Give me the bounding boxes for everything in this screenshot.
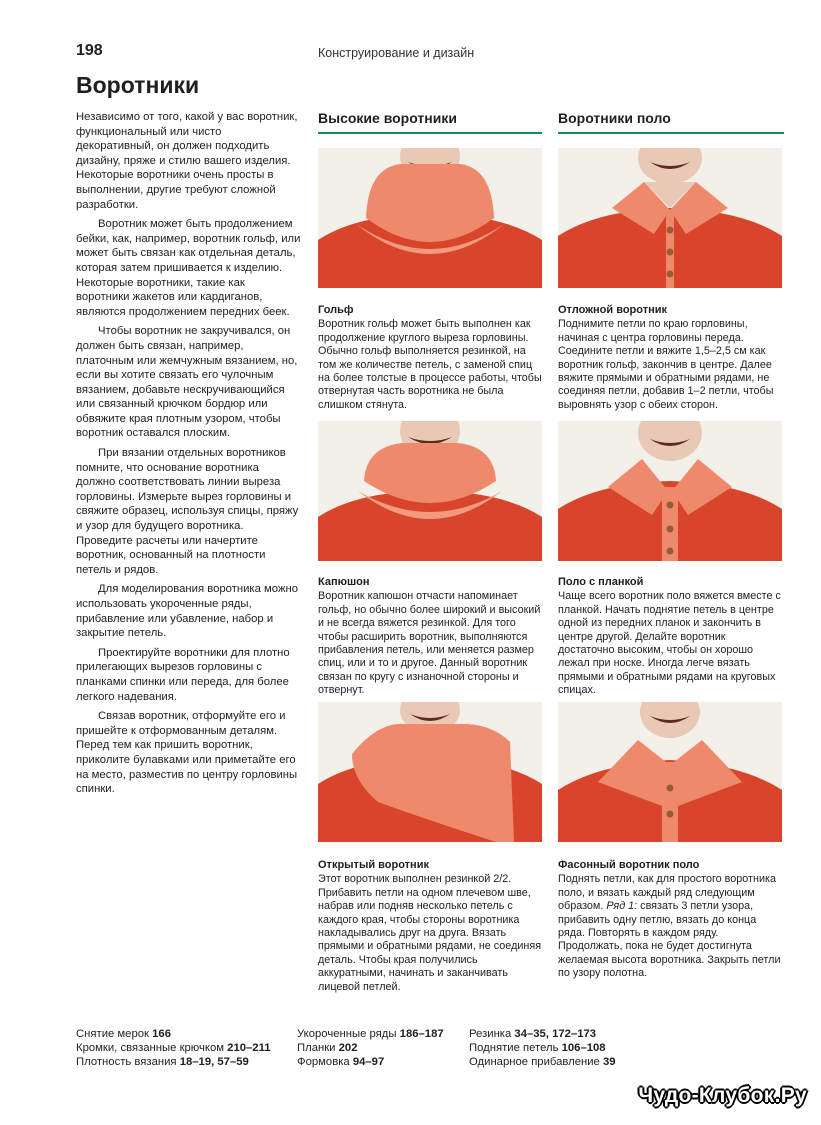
- caption-text: Чаще всего воротник поло вяжется вместе с планкой. Начать поднятие петель в центре одной из передних планок и закончить в центре другой. Делайте воротник достаточно высоким, чтобы он хорошо лежал при носке. Иногда легче вязать прямыми и обратными рядами на круговых спицах.: [558, 590, 781, 697]
- caption-title: Поло с планкой: [558, 576, 644, 588]
- column-heading-high-collars: Высокие воротники: [318, 110, 542, 134]
- caption-title: Гольф: [318, 304, 354, 316]
- caption-text-part: связать 3 петли узора, прибавить одну петлю, вязать до конца ряда. Повторять в каждом ряду. Продолжать, пока не будет достигнута желаемая высота воротника. Закрыть петли по узору полотна.: [558, 900, 781, 980]
- page-title: Воротники: [76, 72, 200, 98]
- column-heading-polo-collars: Воротники поло: [558, 110, 784, 134]
- caption-text: Воротник гольф может быть выполнен как продолжение круглого выреза горловины. Обычно гольф выполняется резинкой, на том же количестве петель, с заменой спиц на более толстые в процессе работы, чтобы отвернутая часть воротника не была слишком стянута.: [318, 318, 542, 411]
- intro-paragraph: Проектируйте воротники для плотно прилегающих вырезов горловины с планками спинки или переда, для более легкого надевания.: [76, 646, 290, 703]
- site-watermark: Чудо-Клубок.Ру: [638, 1084, 807, 1107]
- intro-paragraph: Для моделирования воротника можно использовать укороченные ряды, прибавление или убавление, набор и закрытие петель.: [76, 583, 299, 640]
- running-head: Конструирование и дизайн: [318, 46, 475, 60]
- caption-text: Этот воротник выполнен резинкой 2/2. Прибавить петли на одном плечевом шве, набрав или подняв несколько петель с каждого края, чтобы стороны воротника накладывались друг на друга. Вязать прямыми и обратными рядами, не соединяя деталь. Чтобы края получились аккуратными, начинать и заканчивать лицевой петлей.: [318, 873, 542, 993]
- photo-golf-collar: [318, 148, 542, 288]
- cross-reference: Формовка 94–97: [297, 1055, 385, 1068]
- cross-reference: Снятие мерок 166: [76, 1028, 171, 1040]
- caption-hood: [318, 576, 544, 698]
- photo-turndown-collar: [558, 148, 782, 288]
- caption-shaped-polo: [558, 859, 784, 981]
- caption-text: Поднимите петли по краю горловины, начиная с центра горловины переда. Соедините петли и вяжите 1,5–2,5 см как воротник гольф, закончив в центре. Далее вяжите прямыми и обратными рядами, не соединяя петли, добавив 1–2 петли, чтобы выровнять узор с обеих сторон.: [558, 318, 774, 411]
- caption-text-part: Поднять петли, как для простого воротника поло, и вязать каждый ряд следующим образом.: [558, 873, 776, 913]
- caption-placket-polo: [558, 576, 784, 698]
- photo-shaped-polo-collar: [558, 702, 782, 842]
- intro-paragraph: Связав воротник, отформуйте его и пришейте к отформованным деталям. Перед тем как пришить воротник, приколите булавками или приметайте его на место, разместив по центру горловины спинки.: [76, 710, 298, 796]
- caption-text: Воротник капюшон отчасти напоминает гольф, но обычно более широкий и высокий и не всегда вяжется резинкой. Для того чтобы расширить воротник, выполняются прибавления петель, или меняется размер спиц, или и то и другое. Данный воротник связан по кругу с изнаночной стороны и отвернут.: [318, 590, 541, 697]
- caption-turndown-collar: [558, 304, 784, 412]
- photo-placket-polo-collar: [558, 421, 782, 561]
- cross-reference: Плотность вязания 18–19, 57–59: [76, 1055, 249, 1068]
- intro-paragraph: Воротник может быть продолжением бейки, как, например, воротник гольф, или может быть связан как отдельная деталь, которая затем пришивается к изделию. Некоторые воротники, такие как воротники жакетов или кардиганов, являются продолжением передних беек.: [76, 218, 301, 318]
- caption-title: Фасонный воротник поло: [558, 859, 700, 871]
- caption-open-collar: [318, 859, 544, 994]
- cross-reference-index-col1: [76, 1028, 271, 1069]
- intro-paragraph: Независимо от того, какой у вас воротник, функциональный или чисто декоративный, он должен подходить дизайну, пряже и стилю вашего изделия. Некоторые воротники очень просты в выполнении, другие требуют сложной разработки.: [76, 111, 298, 211]
- cross-reference: Кромки, связанные крючком 210–211: [76, 1041, 271, 1054]
- cross-reference-index-col3: [469, 1028, 616, 1069]
- cross-reference: Резинка 34–35, 172–173: [469, 1028, 597, 1040]
- intro-paragraph: Чтобы воротник не закручивался, он должен быть связан, например, платочным или жемчужным вязанием, но, если вы хотите связать его чулочным вязанием, добавьте нескручивающийся или связанный крючком бордюр или обвяжите края плотным узором, чтобы воротник оставался плоским.: [76, 325, 298, 440]
- page-number: 198: [76, 42, 103, 59]
- intro-text: [76, 110, 301, 802]
- cross-reference: Планки 202: [297, 1041, 358, 1054]
- cross-reference: Поднятие петель 106–108: [469, 1041, 606, 1054]
- caption-title: Открытый воротник: [318, 859, 429, 871]
- row-label: Ряд 1:: [606, 900, 638, 913]
- caption-title: Отложной воротник: [558, 304, 667, 316]
- cross-reference: Одинарное прибавление 39: [469, 1055, 616, 1068]
- caption-golf: [318, 304, 544, 412]
- cross-reference: Укороченные ряды 186–187: [297, 1028, 444, 1040]
- caption-title: Капюшон: [318, 576, 370, 588]
- photo-open-collar: [318, 702, 542, 842]
- intro-paragraph: При вязании отдельных воротников помните, что основание воротника должно соответствовать линии выреза горловины. Измерьте вырез горловины и свяжите образец, используя спицы, пряжу и узор для будущего воротника. Проведите расчеты или начертите воротник, основанный на плотности петель и рядов.: [76, 447, 299, 576]
- caption-text: [558, 873, 784, 980]
- photo-hood-collar: [318, 421, 542, 561]
- cross-reference-index-col2: [297, 1028, 444, 1069]
